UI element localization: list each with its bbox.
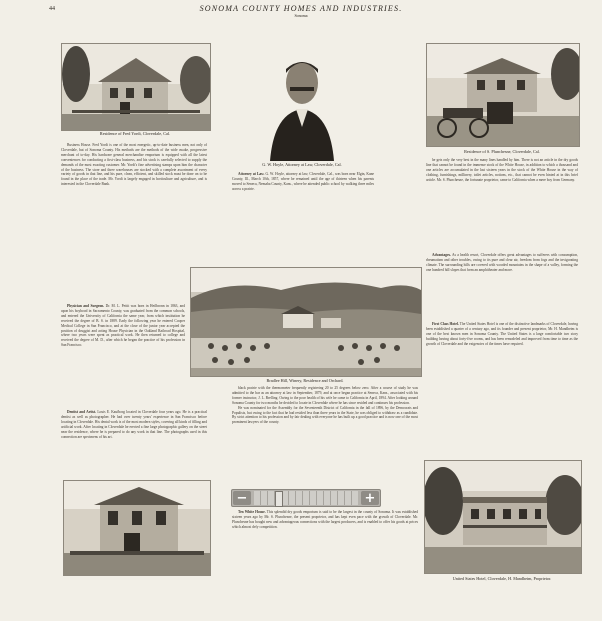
left-column-text bbox=[61, 143, 207, 301]
zoom-slider-track[interactable] bbox=[254, 491, 358, 505]
hotel-photo bbox=[424, 460, 582, 574]
right-column-text-2 bbox=[426, 253, 578, 319]
residence-kaufborg-photo bbox=[63, 480, 211, 576]
paragraph-dentist: Louis E. Kaufborg located in Cloverdale four years ago. He is a practical dentist as well as photographer. He had over twenty years' experience in San Francisco before locating in Cloverdale. His dental work is of the most modern styles, covering all kinds of filling and artificial work. After locating in Cloverdale he erected a fine large photographic gallery on the street near the residence, where he is prepared to do any work in that line. The photographs used in this connection are specimens of his art. bbox=[61, 410, 207, 439]
residence-plunchesne-photo bbox=[426, 43, 580, 147]
zoom-control bbox=[231, 489, 381, 507]
heading-dentist: Dentist and Artist. bbox=[67, 410, 97, 414]
paragraph-plunchesne: he gets only the very best in the many lines handled by him. There is not an article in the dry goods line that cannot be found in the immense stock of the White House, in addition to which a thousand and one articles are accumulated in the last sixteen years in the stock of the White House in the way of clothing, furnishings, millinery, toilet articles, notions, etc., that cannot be even hinted at in this brief article. Mr. S. Plunchesne, the fortunate proprietor, came to California when a mere boy from Germany. bbox=[426, 158, 578, 182]
paragraph-middle: black prairie with the thermometer frequently registering 20 to 25 degrees below zero. After a course of study he was admitted to the bar as an attorney at law in September, 1879, and at once began practice at Seneca, Kans., associated with his former instructor, J. L. Brelling. Owing to the poor health of his wife he came to California in April, 1894. After looking around Sonoma County for two months he decided to locate in Cloverdale where he has since resided and continues his profession. bbox=[232, 386, 418, 405]
left-column-text-3 bbox=[61, 410, 207, 468]
zoom-slider-thumb[interactable] bbox=[275, 491, 283, 507]
attorney-text bbox=[232, 172, 374, 262]
paragraph-first-class-hotel: The United States Hotel is one of the distinctive landmarks of Cloverdale, having been established a quarter of a century ago, and its founder and present proprietor, Mr. H. Mandheim is one of the best known men in Sonoma County. The United States is a large comfortable two story building having about forty-five rooms, and has been remodeled and improved from time to time as the growth of Cloverdale and the exigencies of the times have required. bbox=[426, 322, 578, 346]
paragraph-physician: Dr. M. L. Pettit was born in Heilbronn in 1863, and upon his boyhood in Sacramento County, was graduated from the common schools, and entered the University of California the same year, from which institution he received the degree of B. S. in 1889. Early the following year he entered Cooper Medical College in San Francisco, and at the close of the junior year accepted the position of druggist and acting House Physician in the Oakland Railroad Hospital, where two years were spent as practical work. He then returned to college and received the degree of M. D., after which he began the practice of his profession in San Francisco. bbox=[61, 304, 185, 348]
paragraph-business-house: Business House. Fred Yordi is one of the most energetic, up-to-date business men, not only of Cloverdale, but of Sonoma County. His methods are the methods of the wide awake, progressive merchant of to-day. His hardware general merchandise emporium is equipped with all the latest conveniences for conducting a first-class business, and his stock is carefully selected to supply the demands of the most exacting customer. Mr. Yordi's fine advertising stamps upon him the character of the business. The store and three warehouses are stocked with a complete assortment of every variety of goods in that line, and his pure, clean, efficient, and skilled stock must be done on to be found in the place of the trade. Mr. Yordi is largely engaged in horticulture and agriculture, and is interested in the Cloverdale Bank. bbox=[61, 143, 207, 187]
paragraph-white-house: This splendid dry goods emporium is said to be the largest in the county of Sonoma. It was established sixteen years ago by Mr. S. Plunchesne, the present proprietor, and has kept even pace with the growth of Cloverdale. Mr. Plunchesne has bought new and advantageous connections with the largest producers, and is enabled to offer his goods at prices which almost defy competition. bbox=[232, 510, 418, 529]
heading-white-house: Ten White House. bbox=[238, 510, 266, 514]
left-column-text-2 bbox=[61, 304, 185, 404]
right-column-text-3 bbox=[426, 322, 578, 452]
heading-advantages: Advantages. bbox=[432, 253, 451, 257]
right-column-text bbox=[426, 158, 578, 250]
page-subtitle: Sonoma bbox=[294, 13, 308, 18]
middle-bottom-text bbox=[232, 510, 418, 602]
page-title: SONOMA COUNTY HOMES AND INDUSTRIES. bbox=[199, 4, 403, 13]
residence-yordi-photo bbox=[61, 43, 211, 131]
zoom-out-button[interactable]: − bbox=[233, 491, 251, 505]
middle-lower-text bbox=[232, 386, 418, 486]
page-number: 44 bbox=[49, 6, 55, 12]
caption-yordi: Residence of Fred Yordi, Cloverdale, Cal. bbox=[99, 131, 171, 136]
heading-attorney: Attorney at Law. bbox=[238, 172, 265, 176]
caption-winery: Bradlee Hill, Winery, Residence and Orchard. bbox=[266, 378, 344, 383]
caption-hotel: United States Hotel, Cloverdale, H. Mandheim, Proprietor. bbox=[452, 576, 552, 581]
heading-first-class-hotel: First Class Hotel. bbox=[432, 322, 459, 326]
winery-photo bbox=[190, 267, 422, 377]
paragraph-bradlee: He was nominated for the Assembly for the Seventeenth District of California in the fall of 1896, by the Democrats and Populists, but owing to the fact that he had resided less than three years in the State, he was obliged to withdraw as a candidate. By strict attention to his profession and by fair dealing with everyone he has built up a good practice and is now one of the most prominent lawyers of the county. bbox=[232, 405, 418, 425]
caption-hoyle: G. W. Hoyle, Attorney at Law, Cloverdale, Cal. bbox=[262, 162, 342, 167]
caption-plunchesne: Residence of S. Plunchesne, Cloverdale, Cal. bbox=[464, 149, 540, 154]
hoyle-portrait-photo bbox=[264, 43, 340, 161]
heading-physician: Physician and Surgeon. bbox=[67, 304, 105, 308]
paragraph-advantages: As a health resort, Cloverdale offers great advantages to sufferers with consumption, rheumatism and other troubles, owing to its pure and clear air, freedom from fogs and the invigorating climate. The surrounding hills are covered with wooded mountains in the shape of a valley, forming the one hundred hill slopes that form an amphitheater and more. bbox=[426, 253, 578, 272]
zoom-in-button[interactable]: + bbox=[361, 491, 379, 505]
paragraph-attorney: G. W. Hoyle, attorney at law, Cloverdale, Cal., was born near Elgin, Kane County, Ill., March 10th, 1857, where he remained until the age of thirteen when his parents moved to Seneca, Nemaha County, Kans., where he attended public school by walking three miles across a prairie. bbox=[232, 172, 374, 191]
